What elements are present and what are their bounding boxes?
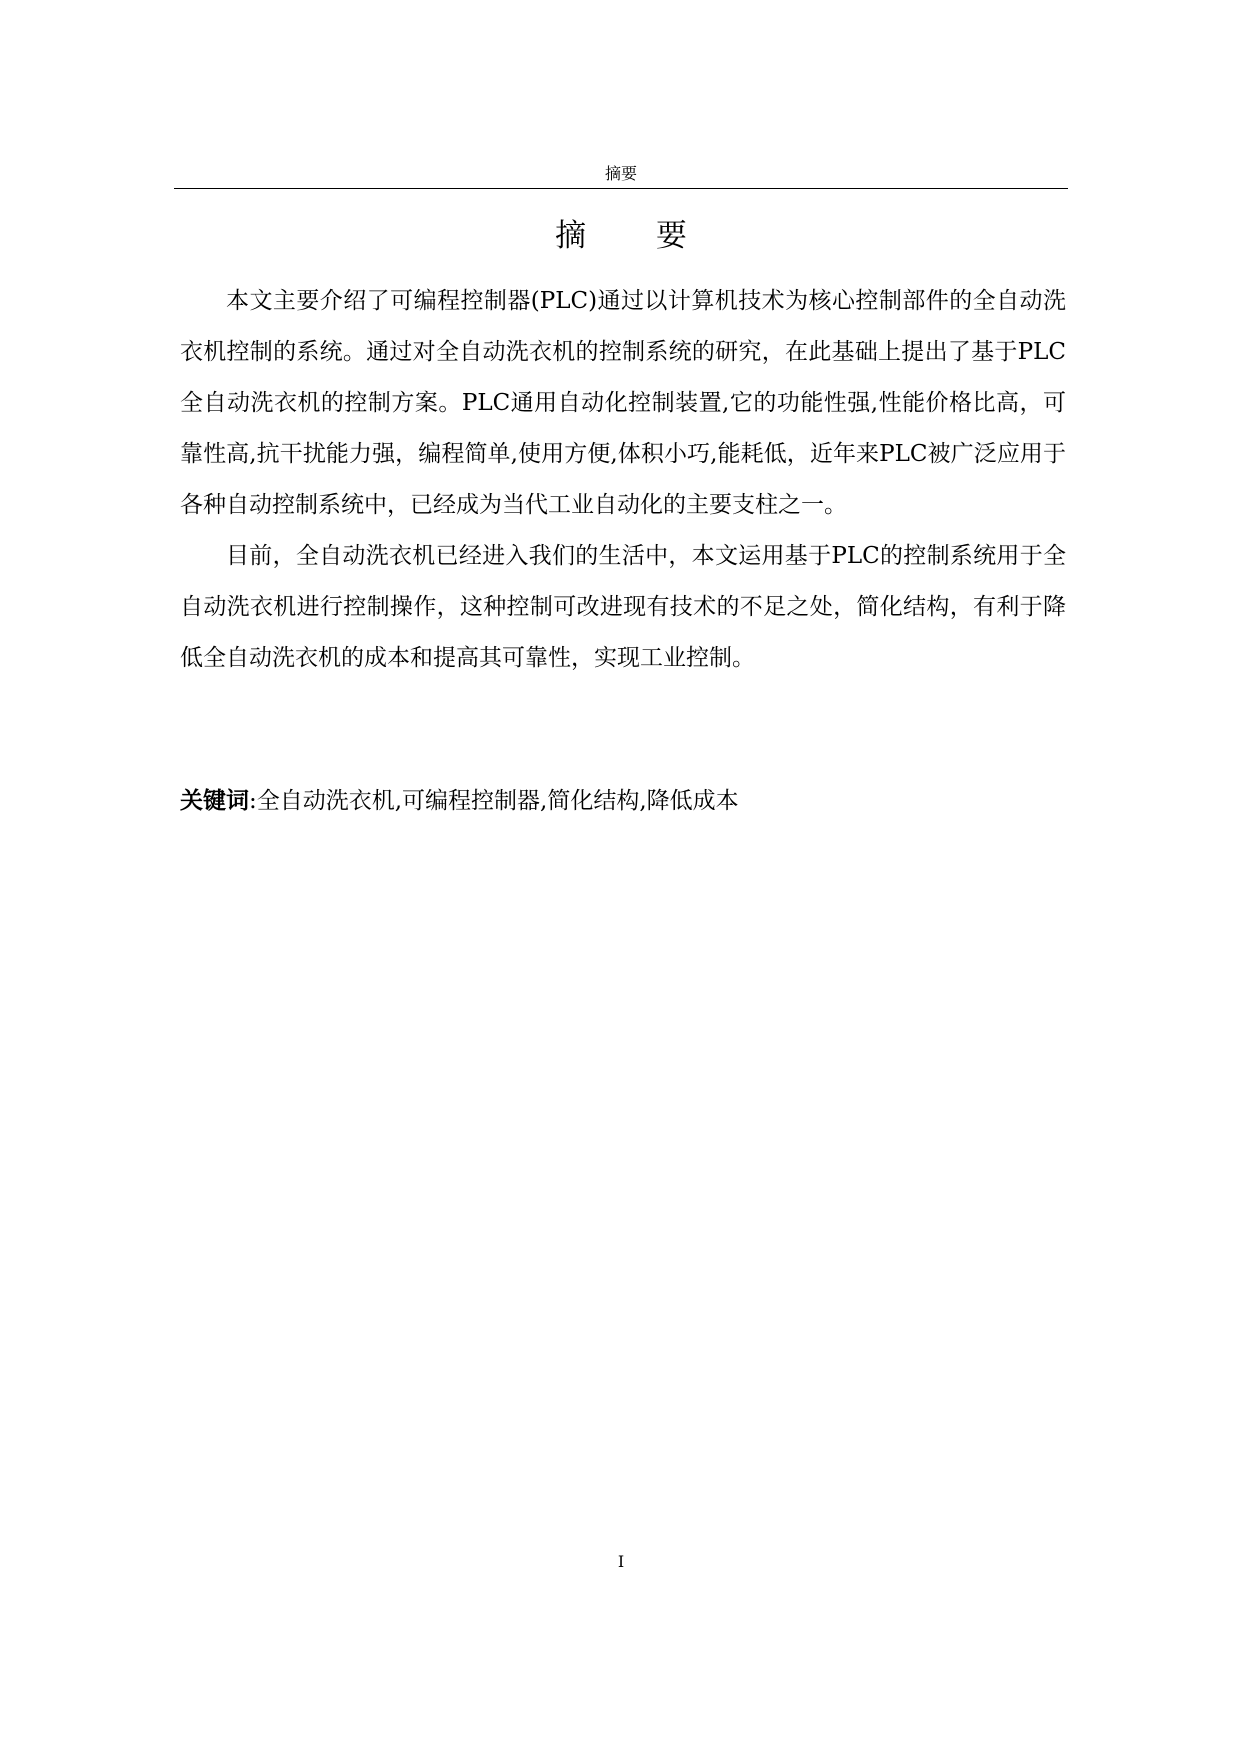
abstract-paragraph-1: 本文主要介绍了可编程控制器(PLC)通过以计算机技术为核心控制部件的全自动洗衣机控制的系统。通过对全自动洗衣机的控制系统的研究，在此基础上提出了基于PLC全自动洗衣机的控制方案。PLC通用自动化控制装置,它的功能性强,性能价格比高，可靠性高,抗干扰能力强，编程简单,使用方便,体积小巧,能耗低，近年来PLC被广泛应用于各种自动控制系统中，已经成为当代工业自动化的主要支柱之一。 xyxy=(180,288,1066,518)
keywords-value: 全自动洗衣机,可编程控制器,简化结构,降低成本 xyxy=(256,788,739,814)
page-title: 摘 要 xyxy=(555,218,717,254)
keywords-separator: : xyxy=(249,788,257,814)
abstract-paragraph-2: 目前，全自动洗衣机已经进入我们的生活中，本文运用基于PLC的控制系统用于全自动洗衣机进行控制操作，这种控制可改进现有技术的不足之处，简化结构，有利于降低全自动洗衣机的成本和提高其可靠性，实现工业控制。 xyxy=(180,543,1066,671)
abstract-body xyxy=(180,276,1066,684)
page-number: I xyxy=(617,1552,625,1571)
keywords-line xyxy=(180,778,1066,824)
keywords-label: 关键词 xyxy=(180,788,249,814)
running-header-title: 摘要 xyxy=(604,164,637,183)
running-header xyxy=(174,160,1068,189)
